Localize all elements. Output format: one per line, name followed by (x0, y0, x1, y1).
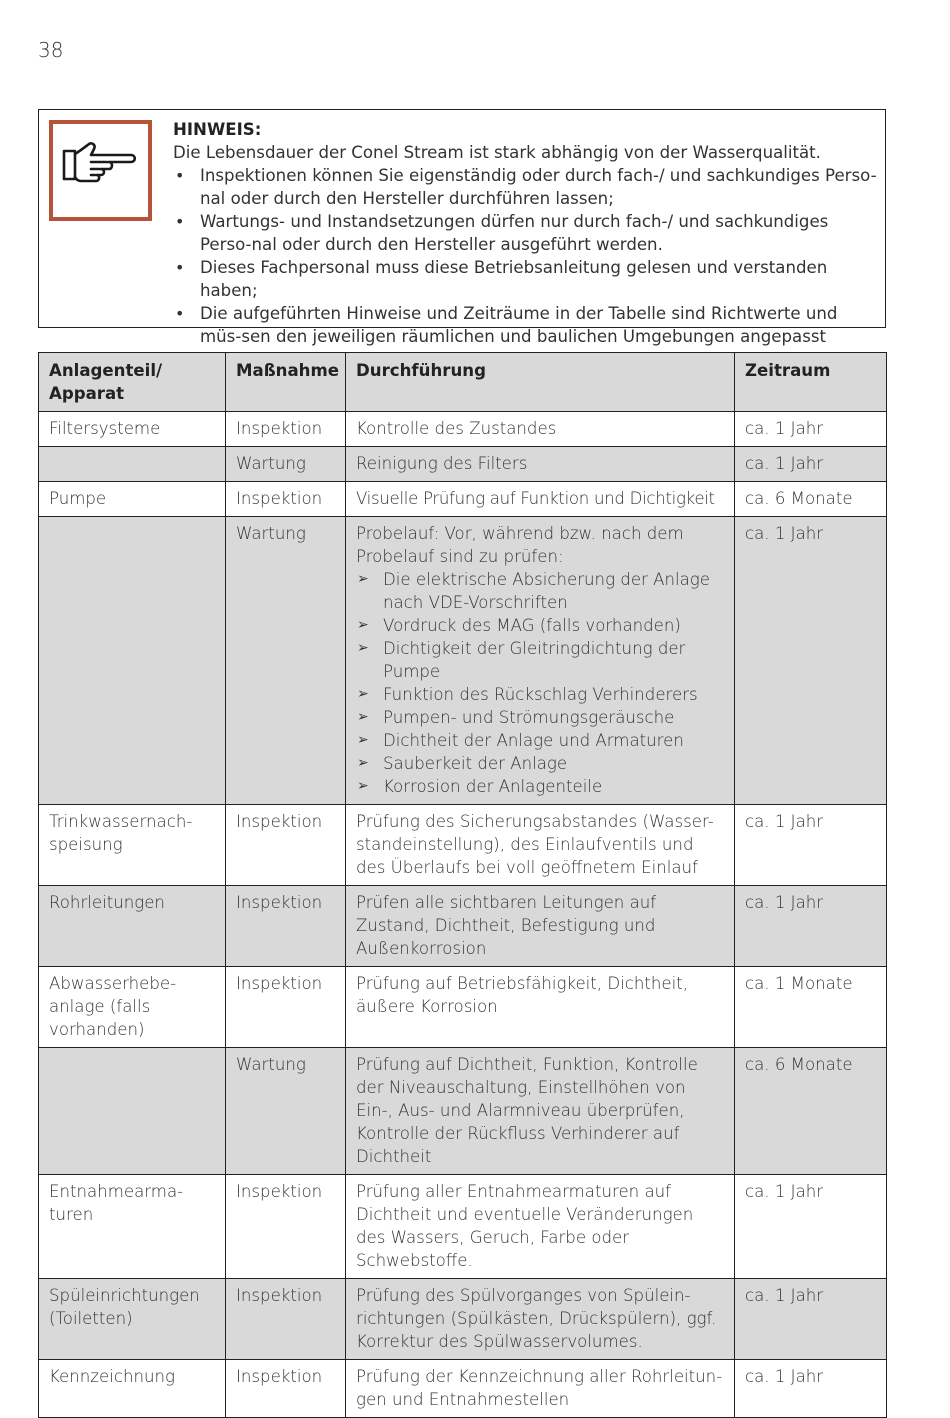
pointing-hand-icon (61, 138, 141, 194)
cell-period: ca. 1 Jahr (735, 886, 887, 967)
cell-part (39, 447, 226, 482)
table-row (39, 447, 887, 482)
cell-part: Filtersysteme (39, 412, 226, 447)
cell-part: Entnahmearma-turen (39, 1175, 226, 1279)
header-measure: Maßnahme (226, 353, 346, 412)
cell-part: Kennzeichnung (39, 1360, 226, 1418)
cell-period: ca. 6 Monate (735, 1048, 887, 1175)
cell-execution: Prüfung des Sicherungsabstandes (Wasser-standeinstellung), des Einlaufventils und des Überlaufs bei voll geöffnetem Einlauf (346, 805, 735, 886)
cell-execution: Prüfung des Spülvorganges von Spülein-richtungen (Spülkästen, Drückspülern), ggf. Korrektur des Spülwasservolumes. (346, 1279, 735, 1360)
cell-part: Spüleinrichtungen (Toiletten) (39, 1279, 226, 1360)
check-item: ➢ Vordruck des MAG (falls vorhanden) (356, 614, 725, 637)
table-row (39, 1048, 887, 1175)
cell-part (39, 517, 226, 805)
cell-measure: Inspektion (226, 482, 346, 517)
check-item: ➢ Korrosion der Anlagenteile (356, 775, 725, 798)
cell-measure: Wartung (226, 517, 346, 805)
table-row (39, 482, 887, 517)
cell-measure: Inspektion (226, 1175, 346, 1279)
table-row (39, 1279, 887, 1360)
notice-bullet: • Inspektionen können Sie eigenständig oder durch fach-/ und sachkundiges Perso-nal oder durch den Hersteller durchführen lassen; (173, 164, 877, 210)
cell-measure: Inspektion (226, 1279, 346, 1360)
notice-box (38, 109, 886, 346)
notice-intro: Die Lebensdauer der Conel Stream ist stark abhängig von der Wasserqualität. (173, 143, 821, 162)
cell-execution: Kontrolle des Zustandes (346, 412, 735, 447)
cell-measure: Inspektion (226, 967, 346, 1048)
cell-part: Abwasserhebe-anlage (falls vorhanden) (39, 967, 226, 1048)
cell-part: Rohrleitungen (39, 886, 226, 967)
cell-period: ca. 6 Monate (735, 482, 887, 517)
table-row (39, 967, 887, 1048)
cell-execution: Visuelle Prüfung auf Funktion und Dichtigkeit (346, 482, 735, 517)
cell-measure: Wartung (226, 1048, 346, 1175)
check-item: ➢ Sauberkeit der Anlage (356, 752, 725, 775)
cell-execution: Prüfung aller Entnahmearmaturen auf Dichtheit und eventuelle Veränderungen des Wassers, Geruch, Farbe oder Schwebstoffe. (346, 1175, 735, 1279)
header-period: Zeitraum (735, 353, 887, 412)
table-row (39, 517, 887, 805)
check-item: ➢ Pumpen- und Strömungsgeräusche (356, 706, 725, 729)
check-item: ➢ Dichtigkeit der Gleitringdichtung der Pumpe (356, 637, 725, 683)
cell-execution: Prüfen alle sichtbaren Leitungen auf Zustand, Dichtheit, Befestigung und Außenkorrosion (346, 886, 735, 967)
table-row (39, 1175, 887, 1279)
cell-period: ca. 1 Jahr (735, 517, 887, 805)
cell-execution: Reinigung des Filters (346, 447, 735, 482)
cell-part: Trinkwassernach-speisung (39, 805, 226, 886)
cell-measure: Inspektion (226, 412, 346, 447)
cell-measure: Inspektion (226, 805, 346, 886)
cell-period: ca. 1 Jahr (735, 805, 887, 886)
cell-period: ca. 1 Jahr (735, 447, 887, 482)
notice-bullet: • Die aufgeführten Hinweise und Zeiträume in der Tabelle sind Richtwerte und müs-sen den jeweiligen räumlichen und baulichen Umgebungen angepasst (173, 302, 877, 371)
check-item: ➢ Die elektrische Absicherung der Anlage nach VDE-Vorschriften (356, 568, 725, 614)
notice-title: HINWEIS: (173, 120, 262, 139)
cell-part: Pumpe (39, 482, 226, 517)
cell-period: ca. 1 Jahr (735, 1279, 887, 1360)
table-row (39, 1360, 887, 1418)
table-row (39, 412, 887, 447)
cell-part (39, 1048, 226, 1175)
check-list (356, 568, 725, 798)
cell-measure: Inspektion (226, 1360, 346, 1418)
header-execution: Durchführung (346, 353, 735, 412)
cell-measure: Wartung (226, 447, 346, 482)
cell-period: ca. 1 Monate (735, 967, 887, 1048)
table-header-row (39, 353, 887, 412)
cell-period: ca. 1 Jahr (735, 412, 887, 447)
notice-content (173, 118, 877, 371)
cell-period: ca. 1 Jahr (735, 1360, 887, 1418)
page-number: 38 (38, 38, 64, 62)
cell-period: ca. 1 Jahr (735, 1175, 887, 1279)
notice-bullet: • Dieses Fachpersonal muss diese Betriebsanleitung gelesen und verstanden haben; (173, 256, 877, 302)
notice-bullet: • Wartungs- und Instandsetzungen dürfen nur durch fach-/ und sachkundiges Perso-nal oder durch den Hersteller ausgeführt werden. (173, 210, 877, 256)
cell-execution (346, 517, 735, 805)
table-row (39, 805, 887, 886)
header-part: Anlagenteil/ Apparat (39, 353, 226, 412)
check-item: ➢ Funktion des Rückschlag Verhinderers (356, 683, 725, 706)
table-row (39, 886, 887, 967)
check-item: ➢ Dichtheit der Anlage und Armaturen (356, 729, 725, 752)
notice-list (173, 164, 877, 371)
execution-intro: Probelauf: Vor, während bzw. nach dem Probelauf sind zu prüfen: (356, 524, 684, 566)
cell-execution: Prüfung auf Dichtheit, Funktion, Kontrolle der Niveauschaltung, Einstellhöhen von Ein-, Aus- und Alarmniveau überprüfen, Kontrolle der Rückfluss Verhinderer auf Dichtheit (346, 1048, 735, 1175)
maintenance-table (38, 352, 887, 1418)
notice-icon-frame (49, 120, 152, 221)
cell-execution: Prüfung der Kennzeichnung aller Rohrleitun-gen und Entnahmestellen (346, 1360, 735, 1418)
cell-execution: Prüfung auf Betriebsfähigkeit, Dichtheit, äußere Korrosion (346, 967, 735, 1048)
cell-measure: Inspektion (226, 886, 346, 967)
